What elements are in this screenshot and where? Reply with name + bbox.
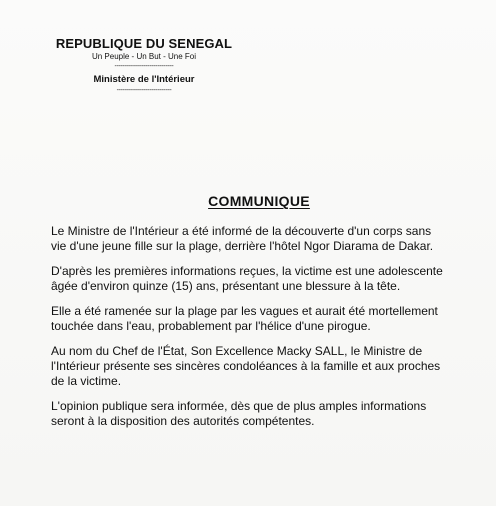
- text-line: seront à la disposition des autorités compétentes.: [51, 414, 315, 428]
- text-line: vie d'une jeune fille sur la plage, derrière l'hôtel Ngor Diarama de Dakar.: [51, 239, 434, 253]
- paragraph: [51, 344, 453, 389]
- text-line: Au nom du Chef de l'État, Son Excellence Macky SALL, le Ministre de: [51, 344, 423, 358]
- country-name: REPUBLIQUE DU SENEGAL: [55, 36, 233, 51]
- text-line: de la victime.: [51, 374, 122, 388]
- national-motto: Un Peuple - Un But - Une Foi: [91, 52, 197, 61]
- paragraph: [51, 399, 453, 429]
- paragraph: [51, 304, 453, 334]
- text-line: D'après les premières informations reçues, la victime est une adolescente: [51, 264, 443, 278]
- separator-line: ---------------------------: [116, 87, 172, 94]
- document-body: [51, 224, 453, 439]
- text-line: l'Intérieur présente ses sincères condoléances à la famille et aux proches: [51, 359, 441, 373]
- paragraph: [51, 264, 453, 294]
- paragraph: [51, 224, 453, 254]
- letterhead: [46, 36, 242, 94]
- document-title-wrap: [0, 193, 496, 211]
- text-line: Elle a été ramenée sur la plage par les vagues et aurait été mortellement: [51, 304, 438, 318]
- text-line: Le Ministre de l'Intérieur a été informé de la découverte d'un corps sans: [51, 224, 432, 238]
- document-title: COMMUNIQUE: [208, 193, 310, 209]
- text-line: L'opinion publique sera informée, dès que de plus amples informations: [51, 399, 427, 413]
- text-line: âgée d'environ quinze (15) ans, présentant une blessure à la tête.: [51, 279, 401, 293]
- text-line: touchée dans l'eau, probablement par l'hélice d'une pirogue.: [51, 319, 371, 333]
- ministry-name: Ministère de l'Intérieur: [93, 74, 195, 85]
- separator-line: -----------------------------: [114, 63, 174, 70]
